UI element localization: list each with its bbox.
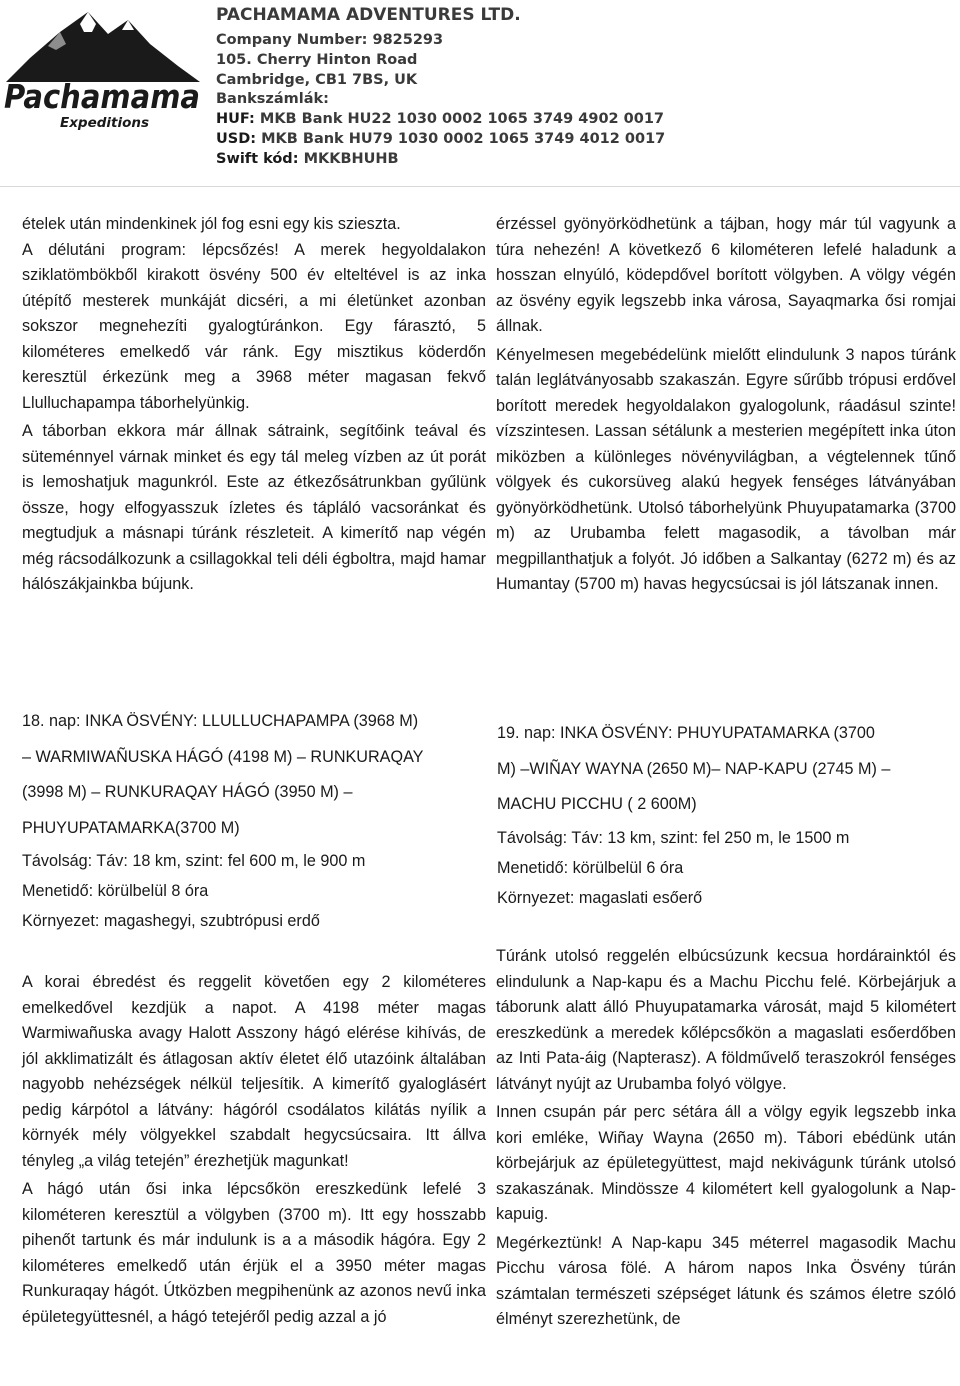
usd-account bbox=[216, 130, 736, 150]
day18-environment: Környezet: magashegyi, szubtrópusi erdő bbox=[22, 912, 320, 930]
day18-duration: Menetidő: körülbelül 8 óra bbox=[22, 882, 209, 900]
logo-mark bbox=[0, 10, 210, 160]
day19-distance: Távolság: Táv: 13 km, szint: fel 250 m, le 1500 m bbox=[497, 828, 850, 847]
company-number: Company Number: 9825293 bbox=[216, 32, 444, 48]
day19-title-line: MACHU PICCHU ( 2 600M) bbox=[497, 795, 697, 813]
day19-title-line: 19. nap: INKA ÖSVÉNY: PHUYUPATAMARKA (3700 bbox=[497, 724, 875, 742]
left-column-top bbox=[22, 212, 486, 598]
paragraph: érzéssel gyönyörködhetünk a tájban, hogy már túl vagyunk a túra nehezén! A következő 6 kilométeren lefelé haladunk a hosszan elnyúló, ködерdővel borított völgyben. A völgy végén az ösvény egyik legszebb inka városa, Sayaqmarka ősi romjai állnak. bbox=[496, 215, 956, 335]
day19-title-line: M) –WIÑAY WAYNA (2650 M)– NAP-KAPU (2745 M) – bbox=[497, 759, 891, 778]
right-column-top bbox=[496, 212, 956, 598]
paragraph: A korai ébredést és reggelit követően egy 2 kilométeres emelkedővel kezdjük a napot. A 4198 méter magas Warmiwañuska avagy Halott Asszony hágó elérése kihívás, de jól akklimatizált és átlagosan aktív életet élő utazóink általában nagyobb nehézségek nélkül teljesítik. A kimerítő gyaloglásért pedig kárpótol a látvány: hágóról csodálatos kilátás nyílik a környék mély völgyekkel szabdalt hegycsúcsaira. Itt állva tényleg „a világ tetején” érezhetjük magunkat! bbox=[22, 973, 486, 1170]
day18-title-line: (3998 M) – RUNKURAQAY HÁGÓ (3950 M) – bbox=[22, 783, 353, 801]
day18-title-line: 18. nap: INKA ÖSVÉNY: LLULLUCHAPAMPA (3968 M) bbox=[22, 712, 419, 730]
day19-environment: Környezet: magaslati esőerő bbox=[497, 888, 703, 907]
header-divider bbox=[0, 186, 960, 187]
usd-value: MKB Bank HU79 1030 0002 1065 3749 4012 0017 bbox=[261, 130, 666, 147]
paragraph: Túránk utolsó reggelén elbúcsúzunk kecsua hordárainktól és elindulunk a Nap-kapu és a Machu Picchu felé. Körbejárjuk a táborunk alatt álló Phuyupatamarka városát, majd 5 kilométert ereszkedünk a meredek kőlépcsőkön a magaslati esőerdőben az Inti Pata-áig (Napterasz). A földművelő teraszokról fenséges látványt nyújt az Urubamba folyó völgye. bbox=[496, 947, 956, 1093]
logo-brand-text: Pachamama bbox=[4, 77, 200, 116]
logo-sub-text: Expeditions bbox=[60, 115, 150, 131]
address-line-1: 105. Cherry Hinton Road bbox=[216, 51, 418, 68]
swift-value: MKKBHUHB bbox=[303, 150, 399, 167]
company-info bbox=[216, 3, 736, 170]
day18-distance: Távolság: Táv: 18 km, szint: fel 600 m, le 900 m bbox=[22, 852, 366, 870]
swift-code bbox=[216, 150, 736, 170]
paragraph: Innen csupán pár perc sétára áll a völgy egyik legszebb inka kori emléke, Wiñay Wayna (2650 m). Tábori ebédünk után körbejárjuk az épületegyüttest, majd nekivágunk túránk utolsó szakaszának. Mindössze 4 kilométert kell gyalogolunk a Nap-kapuig. bbox=[496, 1103, 956, 1223]
huf-label: HUF: bbox=[216, 111, 255, 128]
day19-heading-block bbox=[497, 716, 957, 913]
company-name: PACHAMAMA ADVENTURES LTD. bbox=[216, 5, 521, 25]
paragraph: Kényelmesen megebédelünk mielőtt elindulunk 3 napos túránk talán leglátványosabb szakaszán. Egyre sűrűbb trópusi erdővel borított meredek hegyoldalakon gyalogolunk, ráadásul szinte! vízszintesen. Lassan sétálunk a mesterien megépített inka úton miközben a különleges növényvilágban, a végtelennek tűnő völgyek és cukorsüveg alakú hegyek fenséges látványában gyönyörködhetünk. Utolsó táborhelyünk Phuyupatamarka (3700 m) az Urubamba felett magasodik, a távolban már megpillanthatjuk a folyót. Jó időben a Salkantay (6272 m) és az Humantay (5700 m) havas hegycsúcsai is jól látszanak innen. bbox=[496, 345, 956, 593]
day18-heading-block bbox=[22, 704, 492, 936]
swift-label: Swift kód: bbox=[216, 150, 299, 167]
usd-label: USD: bbox=[216, 130, 257, 147]
day19-duration: Menetidő: körülbelül 6 óra bbox=[497, 858, 684, 877]
day18-title-line: PHUYUPATAMARKA(3700 M) bbox=[22, 818, 240, 837]
paragraph: A táborban ekkora már állnak sátraink, segítőink teával és süteménnyel várnak minket és egy tál meleg vízben az út porát is lemoshatjuk magunkról. Este az étkezősátrunkban gyűlünk össze, hogy elfogyasszuk ízletes és tápláló vacsoránkat és megtudjuk a másnapi túránk részleteit. A kimerítő nap végén még rácsodálkozunk a csillagokkal teli déli égboltra, majd hamar hálószákjainkba bújunk. bbox=[22, 422, 486, 593]
pachamama-logo bbox=[0, 10, 210, 160]
day18-title-line: – WARMIWAÑUSKA HÁGÓ (4198 M) – RUNKURAQAY bbox=[22, 747, 424, 766]
paragraph: A hágó után ősi inka lépcsőkön ereszkedünk lefelé 3 kilométeren keresztül a völgyben (3700 m). Itt egy hosszabb pihenőt tartunk és már indulunk is a a második hágóra. Egy 2 kilométeres emelkedő után érjük el a 3950 méter magas Runkuraqay hágót. Útközben megpihenünk az azonos nevű inka épületegyüttesnél, a hágó tetejéről pedig azzal a jó bbox=[22, 1180, 486, 1326]
huf-account bbox=[216, 110, 736, 130]
day18-body bbox=[22, 970, 486, 1330]
paragraph: Megérkeztünk! A Nap-kapu 345 méterrel magasodik Machu Picchu városa fölé. A három napos Inka Ösvény túrán számtalan természeti szépséget látunk és számos életre szóló élményt szerezhetünk, de bbox=[496, 1233, 956, 1328]
address-line-2: Cambridge, CB1 7BS, UK bbox=[216, 71, 418, 88]
paragraph: A délutáni program: lépcsőzés! A merek hegyoldalakon sziklatömbökből kirakott ösvény 500 év elteltével is az inka útépítő mesterek munkáját dicséri, a mi életünket azonban sokszor megnehezíti gyalogtúránkon. Egy fárasztó, 5 kilométeres emelkedő vár ránk. Egy misztikus köderdőn keresztül érkezünk meg a 3968 méter magasan fekvő Llulluchapampa táborhelyünkig. bbox=[22, 240, 486, 412]
huf-value: MKB Bank HU22 1030 0002 1065 3749 4902 0017 bbox=[259, 111, 665, 128]
paragraph: ételek után mindenkinek jól fog esni egy kis sziesztа. bbox=[22, 215, 401, 233]
bank-accounts-label: Bankszámlák: bbox=[216, 91, 329, 108]
day19-body bbox=[496, 944, 956, 1333]
